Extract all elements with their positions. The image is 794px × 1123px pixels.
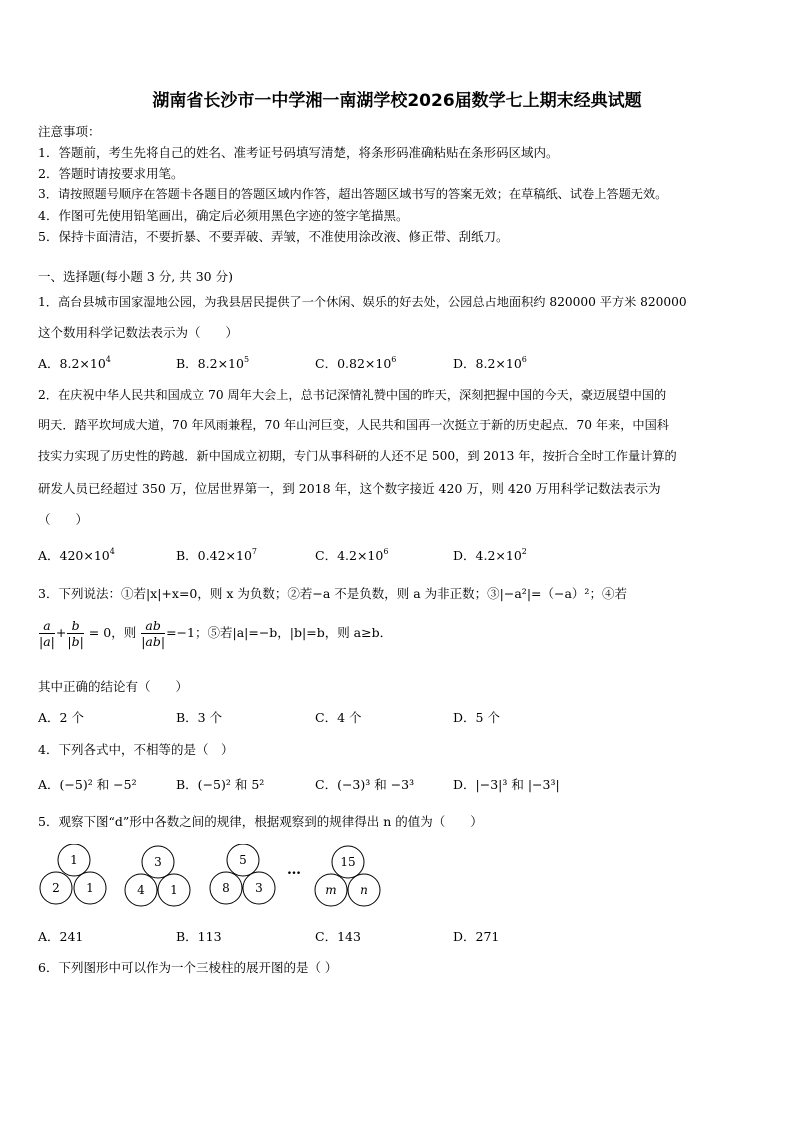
- figure-1-top: 1: [70, 853, 78, 867]
- q2-line-2: 明天．踏平坎坷成大道，70 年风雨兼程，70 年山河巨变，人民共和国再一次挺立于新的历史起点．70 年来，中国科: [38, 418, 669, 432]
- q3-option-c: C．4 个: [315, 710, 362, 725]
- figure-3-top: 5: [239, 853, 247, 867]
- fraction-ab-over-abs-ab: $\frac{ab}{|ab|}$: [141, 618, 166, 649]
- figure-1: [40, 844, 106, 904]
- q2-line-4: 研发人员已经超过 350 万，位居世界第一，到 2018 年，这个数字接近 420 万，则 420 万用科学记数法表示为: [38, 481, 661, 496]
- notice-heading: 注意事项：: [38, 124, 101, 139]
- q3-line-1: 3．下列说法：①若|x|+x=0，则 x 为负数；②若−a 不是负数，则 a 为非正数；③|−a²|=（−a）²；④若: [38, 586, 627, 601]
- q2-options: [38, 546, 758, 564]
- q2-line-1: 2．在庆祝中华人民共和国成立 70 周年大会上，总书记深情礼赞中国的昨天，深刻把握中国的今天，豪迈展望中国的: [38, 388, 667, 402]
- circle-pattern-figure: [38, 844, 398, 908]
- q1-option-b: B．$8.2\times 10^5$: [176, 355, 250, 371]
- page-title: 湖南省长沙市一中学湘一南湖学校2026届数学七上期末经典试题: [152, 91, 642, 111]
- q1-line-1: 1．高台县城市国家湿地公园，为我县居民提供了一个休闲、娱乐的好去处，公园总占地面积约 820000 平方米 820000: [38, 295, 687, 309]
- figure-3-left: 8: [222, 881, 230, 895]
- section-heading: 一、选择题(每小题 3 分, 共 30 分): [38, 269, 233, 284]
- q2-option-c: C．$4.2\times 10^6$: [315, 547, 389, 563]
- q2-option-d: D．$4.2\times 10^2$: [453, 547, 527, 563]
- q4-line-1: 4．下列各式中，不相等的是（ ）: [38, 742, 234, 757]
- figure-2-top: 3: [154, 855, 162, 869]
- q3-line-2: $\frac{a}{|a|}$ + $\frac{b}{|b|}$ = 0，则 $\frac{ab}{|ab|}$ =−1；⑤若|a|=−b，|b|=b，则 a≥b．: [39, 618, 393, 649]
- q1-option-d: D．$8.2\times 10^6$: [453, 355, 527, 371]
- q6-line-1: 6．下列图形中可以作为一个三棱柱的展开图的是（ ）: [38, 960, 338, 975]
- figure-2-right: 1: [170, 883, 178, 897]
- notice-item-4: 4．作图可先使用铅笔画出，确定后必须用黑色字迹的签字笔描黑。: [38, 208, 409, 223]
- q1-option-c: C．$0.82\times 10^6$: [315, 355, 397, 371]
- q4-option-c: C．(−3)³ 和 −3³: [315, 777, 415, 792]
- figure-1-left: 2: [52, 881, 60, 895]
- figure-4-right: n: [360, 883, 368, 897]
- q3-option-b: B．3 个: [176, 710, 223, 725]
- notice-item-3: 3．请按照题号顺序在答题卡各题目的答题区域内作答，超出答题区域书写的答案无效；在草稿纸、试卷上答题无效。: [38, 187, 668, 201]
- q2-line-3: 技实力实现了历史性的跨越．新中国成立初期，专门从事科研的人还不足 500，到 2013 年，按折合全时工作量计算的: [38, 449, 677, 463]
- q5-line-1: 5．观察下图“d”形中各数之间的规律，根据观察到的规律得出 n 的值为（ ）: [38, 814, 483, 829]
- q3-options: [38, 708, 758, 726]
- figure-4: [315, 846, 380, 906]
- q3-option-d: D．5 个: [453, 710, 500, 725]
- notice-item-5: 5．保持卡面清洁，不要折暴、不要弄破、弄皱，不准使用涂改液、修正带、刮纸刀。: [38, 229, 509, 244]
- q5-option-d: D．271: [453, 929, 500, 944]
- q5-option-c: C．143: [315, 929, 361, 944]
- ellipsis: …: [287, 862, 301, 878]
- q4-option-b: B．(−5)² 和 5²: [176, 777, 265, 792]
- fraction-b-over-abs-b: $\frac{b}{|b|}$: [67, 618, 84, 649]
- q3-option-a: A．2 个: [38, 710, 84, 725]
- figure-4-left: m: [325, 883, 337, 897]
- figure-2-left: 4: [137, 883, 145, 897]
- figure-3: [210, 844, 275, 904]
- notice-item-2: 2．答题时请按要求用笔。: [38, 166, 184, 181]
- figure-3-right: 3: [255, 881, 263, 895]
- figure-1-right: 1: [86, 881, 94, 895]
- figure-2: [125, 846, 190, 906]
- q5-option-a: A．241: [38, 929, 84, 944]
- q1-options: [38, 354, 758, 372]
- figure-4-top: 15: [340, 855, 356, 869]
- q4-option-d: D．|−3|³ 和 |−3³|: [453, 777, 560, 792]
- q1-line-2: 这个数用科学记数法表示为（ ）: [38, 325, 239, 340]
- q5-options: [38, 927, 758, 945]
- q5-option-b: B．113: [176, 929, 222, 944]
- q1-option-a: A．$8.2\times 10^4$: [38, 355, 111, 371]
- q2-option-a: A．$420\times 10^4$: [38, 547, 115, 563]
- q4-option-a: A．(−5)² 和 −5²: [38, 777, 137, 792]
- notice-item-1: 1．答题前，考生先将自己的姓名、准考证号码填写清楚，将条形码准确粘贴在条形码区域内。: [38, 145, 559, 160]
- q2-option-b: B．$0.42\times 10^7$: [176, 547, 257, 563]
- q2-line-5: （ ）: [38, 512, 89, 527]
- q4-options: [38, 775, 758, 793]
- q3-line-3: 其中正确的结论有（ ）: [38, 679, 189, 694]
- fraction-a-over-abs-a: $\frac{a}{|a|}$: [39, 618, 55, 649]
